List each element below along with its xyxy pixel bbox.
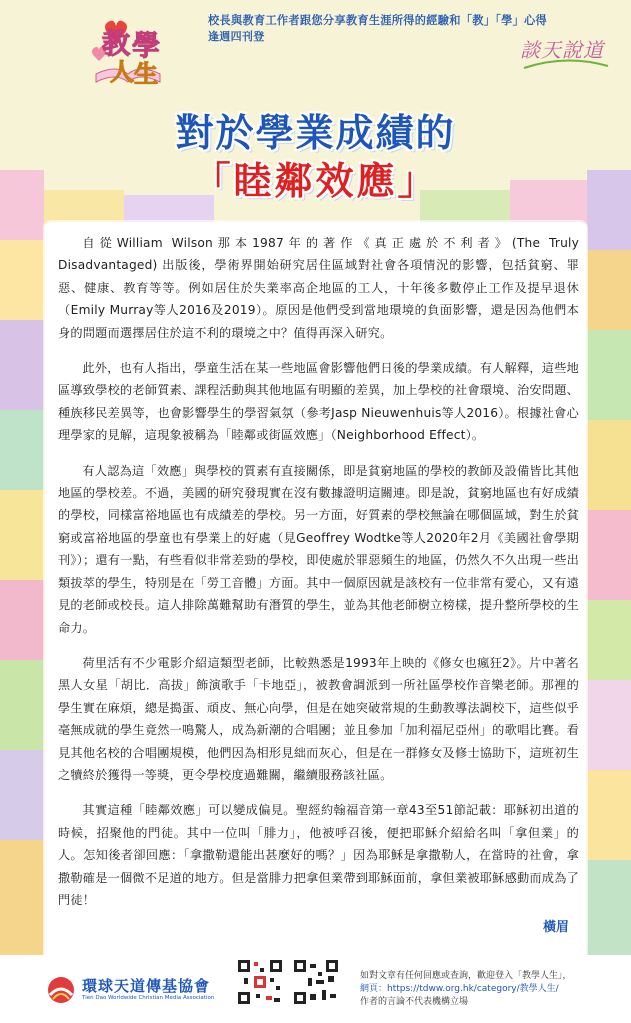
footer-note-line-2[interactable]: 網頁：https://tdww.org.hk/category/教學人生/ xyxy=(360,984,559,994)
org-name-english: Tien Dao Worldwide Christian Media Association xyxy=(82,995,215,1001)
title-line-2: 「睦鄰效應」 xyxy=(192,159,439,203)
footer-note xyxy=(360,970,625,1009)
paragraph-4: 荷里活有不少電影介紹這類型老師，比較熟悉是1993年上映的《修女也瘋狂2》。片中著名黑人女星「胡比．高拔」飾演歌手「卡地亞」，被教會調派到一所社區學校作音樂老師。那裡的學生實在麻煩，總是搗蛋、頑皮、無心向學，但是在她突破常規的生動教導法調校下，這些似乎毫無成就的學生竟然一鳴驚人，成為新潮的合唱團；並且參加「加利福尼亞州」的歌唱比賽。看見其他名校的合唱團規模，他們因為相形見絀而灰心，但是在一群修女及修士協助下，這班初生之犢終於獲得一等獎，更令學校度過難關，繼續服務該社區。 xyxy=(58,655,579,782)
paragraph-3: 有人認為這「效應」與學校的質素有直接關係，即是貧窮地區的學校的教師及設備皆比其他地區的學校差。不過，美國的研究發現實在沒有數據證明這關連。即是說，貧窮地區也有好成績的學校，同樣富裕地區也有成績差的學校。另一方面，好質素的學校無論在哪個區域，對生於貧窮或富裕地區的學童也有學業上的好處（見Geoffrey Wodtke等人2020年2月《美國社會學期刊》）；還有一點，有些看似非常差勁的學校，即使處於罪惡頻生的地區，仍然久不久出現一些出類拔萃的學生，特別是在「勞工音體」方面。其中一個原因就是該校有一位非常有愛心，又有遠見的老師或校長。這人排除萬難幫助有潛質的學生，並為其他老師樹立榜樣，提升整所學校的生命力。 xyxy=(58,463,579,635)
column-logo xyxy=(88,16,168,96)
article-body xyxy=(58,232,579,924)
title-line-1: 對於學業成績的 xyxy=(175,111,456,155)
qr-code-icon xyxy=(292,958,340,1006)
qr-code-2[interactable] xyxy=(292,958,340,1006)
qr-code-1[interactable] xyxy=(236,958,284,1006)
author-name: 橫眉 xyxy=(542,920,569,935)
qr-code-icon xyxy=(236,958,284,1006)
header-tagline: 校長與教育工作者跟您分享教育生涯所得的經驗和「教」「學」心得 xyxy=(208,14,548,27)
brand-logo-right xyxy=(520,30,612,76)
logo-char-3: 人 xyxy=(110,57,134,86)
brand-right-text: 談天說道 xyxy=(520,38,604,62)
org-logo-icon xyxy=(44,975,78,1005)
footer-note-line-3: 作者的言論不代表機構立場 xyxy=(360,997,469,1007)
logo-char-2: 學 xyxy=(132,29,161,62)
paragraph-5: 其實這種「睦鄰效應」可以變成偏見。聖經約翰福音第一章43至51節記載：耶穌初出道的時候，招聚他的門徒。其中一位叫「腓力」，他被呼召後，便把耶穌介紹給名叫「拿但業」的人。怎知後者卻回應：「拿撒勒還能出甚麼好的嗎？」因為耶穌是拿撒勒人，在當時的社會，拿撒勒確是一個微不足道的地方。但是當腓力把拿但業帶到耶穌面前，拿但業被耶穌感動而成為了門徒！ xyxy=(58,803,579,907)
header-schedule: 逢週四刊登 xyxy=(208,30,265,43)
footer-note-line-1: 如對文章有任何回應或查詢，歡迎登入「教學人生」， xyxy=(360,971,572,981)
paragraph-1: 自從William Wilson那本1987年的著作《真正處於不利者》(The Truly Disadvantaged) 出版後，學術界開始研究居住區域對社會各項情況的影響，包括貧窮、罪惡、健康、教育等等。例如居住於失業率高企地區的工人，十年後多數停止工作及提早退休（Emily Murray等人2016及2019）。原因是他們受到當地環境的負面影響，還是因為他們本身的問題而選擇居住於這不利的環境之中？值得再深入研究。 xyxy=(58,236,579,340)
paragraph-2: 此外，也有人指出，學童生活在某一些地區會影響他們日後的學業成績。有人解釋，這些地區導致學校的老師質素、課程活動與其他地區有明顯的差異，加上學校的社會環境、治安問題、種族移民差異等，也會影響學生的學習氣氛（參考Jasp Nieuwenhuis等人2016）。根據社會心理學家的見解，這現象被稱為「睦鄰或街區效應」（Neighborhood Effect）。 xyxy=(58,361,579,443)
org-name: 環球天道傳基協會 xyxy=(82,977,211,995)
logo-char-1: 教 xyxy=(102,27,131,60)
logo-char-4: 生 xyxy=(134,59,158,88)
swirl-icon xyxy=(520,30,612,76)
